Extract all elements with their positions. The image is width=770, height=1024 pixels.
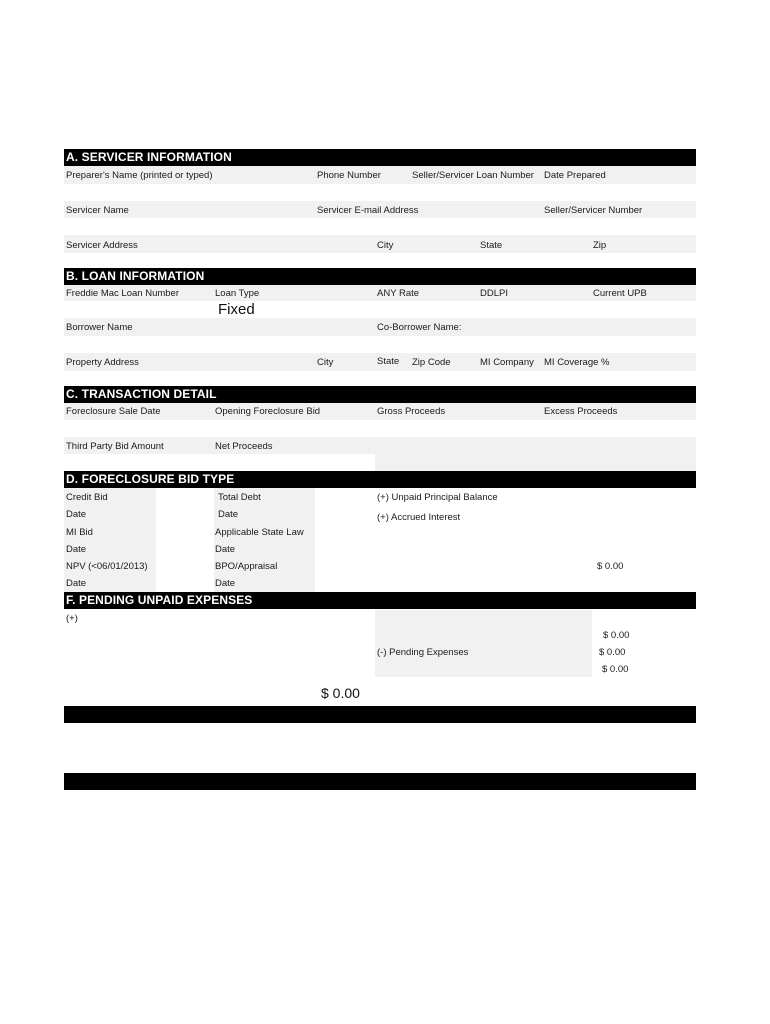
credit-bid-date-label: Date bbox=[66, 509, 87, 520]
city-label: City bbox=[377, 240, 394, 251]
zip-code-label: Zip Code bbox=[412, 357, 451, 368]
total-debt-label: Total Debt bbox=[218, 492, 261, 503]
preparer-name-label: Preparer's Name (printed or typed) bbox=[66, 170, 213, 181]
credit-bid-label: Credit Bid bbox=[66, 492, 108, 503]
date-prepared-label: Date Prepared bbox=[544, 170, 606, 181]
pending-expenses-label: (-) Pending Expenses bbox=[377, 647, 469, 658]
unpaid-principal-balance-label: (+) Unpaid Principal Balance bbox=[377, 492, 498, 503]
servicer-name-field[interactable] bbox=[64, 218, 696, 235]
current-upb-label: Current UPB bbox=[593, 288, 647, 299]
pending-plus-label: (+) bbox=[66, 613, 78, 624]
state-label: State bbox=[480, 240, 503, 251]
servicer-email-label: Servicer E-mail Address bbox=[317, 205, 419, 216]
opening-foreclosure-bid-label: Opening Foreclosure Bid bbox=[215, 406, 321, 417]
section-d-amount[interactable]: $ 0.00 bbox=[597, 561, 624, 572]
borrower-name-field[interactable] bbox=[64, 336, 696, 353]
applicable-state-law-label: Applicable State Law bbox=[215, 527, 304, 538]
any-rate-label: ANY Rate bbox=[377, 288, 420, 299]
freddie-mac-loan-number-label: Freddie Mac Loan Number bbox=[66, 288, 179, 299]
co-borrower-name-label: Co-Borrower Name: bbox=[377, 322, 462, 333]
section-b-header: B. LOAN INFORMATION bbox=[64, 268, 696, 285]
property-address-field[interactable] bbox=[64, 371, 696, 386]
property-address-label: Property Address bbox=[66, 357, 139, 368]
pending-amount-1[interactable]: $ 0.00 bbox=[603, 630, 630, 641]
pending-amount-3[interactable]: $ 0.00 bbox=[602, 664, 629, 675]
pending-total[interactable]: $ 0.00 bbox=[321, 685, 360, 701]
servicer-address-label: Servicer Address bbox=[66, 240, 138, 251]
seller-loan-number-label: Seller/Servicer Loan Number bbox=[412, 170, 534, 181]
third-party-bid-amount-field[interactable] bbox=[64, 454, 375, 471]
third-party-bid-amount-label: Third Party Bid Amount bbox=[66, 441, 164, 452]
bpo-date-label: Date bbox=[215, 578, 236, 589]
section-f-header: F. PENDING UNPAID EXPENSES bbox=[64, 592, 696, 609]
borrower-name-label: Borrower Name bbox=[66, 322, 133, 333]
state-law-date-label: Date bbox=[215, 544, 236, 555]
mi-coverage-label: MI Coverage % bbox=[544, 357, 610, 368]
pending-amount-2[interactable]: $ 0.00 bbox=[599, 647, 626, 658]
preparer-name-field[interactable] bbox=[64, 184, 696, 201]
npv-date-label: Date bbox=[66, 578, 87, 589]
total-debt-date-label: Date bbox=[218, 509, 239, 520]
foreclosure-sale-date-field[interactable] bbox=[64, 420, 696, 437]
blank-bar-2 bbox=[64, 773, 696, 790]
accrued-interest-label: (+) Accrued Interest bbox=[377, 512, 461, 523]
zip-label: Zip bbox=[593, 240, 607, 251]
loan-type-label: Loan Type bbox=[215, 288, 260, 299]
net-proceeds-label: Net Proceeds bbox=[215, 441, 273, 452]
bpo-appraisal-label: BPO/Appraisal bbox=[215, 561, 278, 572]
foreclosure-sale-date-label: Foreclosure Sale Date bbox=[66, 406, 161, 417]
ddlpi-label: DDLPI bbox=[480, 288, 508, 299]
npv-label: NPV (<06/01/2013) bbox=[66, 561, 148, 572]
shade-f-mid bbox=[375, 610, 592, 677]
section-a-header: A. SERVICER INFORMATION bbox=[64, 149, 696, 166]
phone-number-label: Phone Number bbox=[317, 170, 381, 181]
servicer-address-field[interactable] bbox=[64, 253, 696, 268]
excess-proceeds-label: Excess Proceeds bbox=[544, 406, 618, 417]
row-shade-c2-extension bbox=[375, 454, 696, 471]
mi-bid-date-label: Date bbox=[66, 544, 87, 555]
gross-proceeds-label: Gross Proceeds bbox=[377, 406, 446, 417]
mi-bid-label: MI Bid bbox=[66, 527, 93, 538]
mi-company-label: MI Company bbox=[480, 357, 534, 368]
seller-number-label: Seller/Servicer Number bbox=[544, 205, 643, 216]
servicer-name-label: Servicer Name bbox=[66, 205, 129, 216]
property-city-label: City bbox=[317, 357, 334, 368]
section-c-header: C. TRANSACTION DETAIL bbox=[64, 386, 696, 403]
section-d-header: D. FORECLOSURE BID TYPE bbox=[64, 471, 696, 488]
loan-type-value[interactable]: Fixed bbox=[218, 301, 255, 318]
property-state-label: State bbox=[377, 356, 400, 367]
blank-bar-1 bbox=[64, 706, 696, 723]
